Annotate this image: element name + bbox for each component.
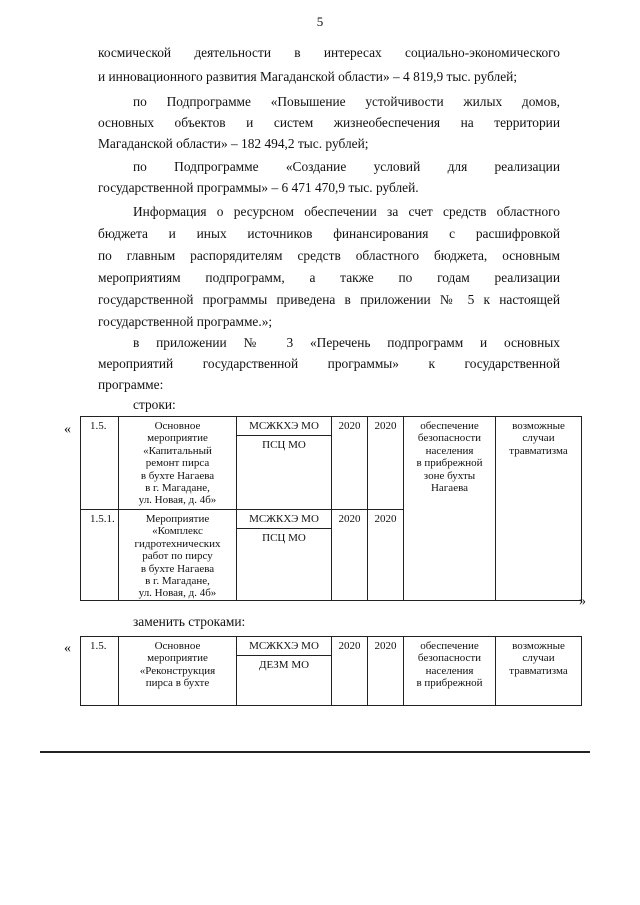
activity-name: Основное мероприятие «Капитальный ремонт пирса в бухте Нагаева в г. Магадане, ул. Новая, д. 4б» — [119, 417, 237, 510]
paragraph-line: бюджета и иных источников финансирования с расшифровкой — [98, 226, 560, 241]
replace-label: заменить строками: — [133, 614, 246, 629]
open-quote: « — [64, 422, 71, 437]
risks: возможные случаи травматизма — [496, 417, 582, 601]
expected-result: обеспечение безопасности населения в прибрежной — [404, 637, 496, 706]
open-quote: « — [64, 641, 71, 656]
end-year: 2020 — [368, 510, 404, 601]
paragraph-line: государственной программы» – 6 471 470,9 тыс. рублей. — [98, 180, 419, 195]
paragraph-line: мероприятий государственной программы» к государственной — [98, 356, 560, 371]
row-number: 1.5. — [81, 417, 119, 510]
new-rows-table — [80, 636, 582, 706]
executor-primary: МСЖКХЭ МО — [237, 637, 331, 656]
activity-name: Основное мероприятие «Реконструкция пирса в бухте — [119, 637, 237, 706]
executor-primary: МСЖКХЭ МО — [237, 510, 331, 529]
start-year: 2020 — [332, 417, 368, 510]
expected-result: обеспечение безопасности населения в прибрежной зоне бухты Нагаева — [404, 417, 496, 601]
end-year: 2020 — [368, 417, 404, 510]
table-row — [81, 637, 582, 706]
activity-name: Мероприятие «Комплекс гидротехнических работ по пирсу в бухте Нагаева в г. Магадане, ул. Новая, д. 4б» — [119, 510, 237, 601]
paragraph-line: по Подпрограмме «Создание условий для реализации — [133, 159, 560, 174]
paragraph-line: и инновационного развития Магаданской области» – 4 819,9 тыс. рублей; — [98, 69, 518, 84]
paragraph-line: Информация о ресурсном обеспечении за счет средств областного — [133, 204, 560, 219]
paragraph-line: мероприятиям подпрограмм, а также по годам реализации — [98, 270, 560, 285]
executor-secondary: ДЕЗМ МО — [258, 659, 310, 671]
paragraph-line: государственной программе.»; — [98, 314, 273, 329]
page-divider — [40, 751, 590, 753]
rows-label: строки: — [133, 397, 176, 412]
executor-cell — [237, 510, 332, 601]
old-rows-table — [80, 416, 582, 601]
page-number: 5 — [316, 14, 324, 29]
row-number: 1.5. — [81, 637, 119, 706]
start-year: 2020 — [332, 510, 368, 601]
paragraph-line: космической деятельности в интересах социально-экономического — [98, 45, 560, 60]
executor-cell — [237, 637, 332, 706]
start-year: 2020 — [332, 637, 368, 706]
executor-cell — [237, 417, 332, 510]
end-year: 2020 — [368, 637, 404, 706]
executor-primary: МСЖКХЭ МО — [237, 417, 331, 436]
table-row — [81, 417, 582, 510]
paragraph-line: государственной программы приведена в приложении № 5 к настоящей — [98, 292, 560, 307]
paragraph-line: основных объектов и систем жизнеобеспечения на территории — [98, 115, 560, 130]
paragraph-line: Магаданской области» – 182 494,2 тыс. рублей; — [98, 136, 369, 151]
close-quote: » — [579, 594, 586, 609]
paragraph-line: в приложении № 3 «Перечень подпрограмм и основных — [133, 335, 560, 350]
row-number: 1.5.1. — [81, 510, 119, 601]
executor-secondary: ПСЦ МО — [262, 532, 306, 544]
paragraph-line: по главным распорядителям средств областного бюджета, основным — [98, 248, 560, 263]
executor-secondary: ПСЦ МО — [262, 439, 306, 451]
paragraph-line: по Подпрограмме «Повышение устойчивости жилых домов, — [133, 94, 560, 109]
paragraph-line: программе: — [98, 377, 164, 392]
risks: возможные случаи травматизма — [496, 637, 582, 706]
